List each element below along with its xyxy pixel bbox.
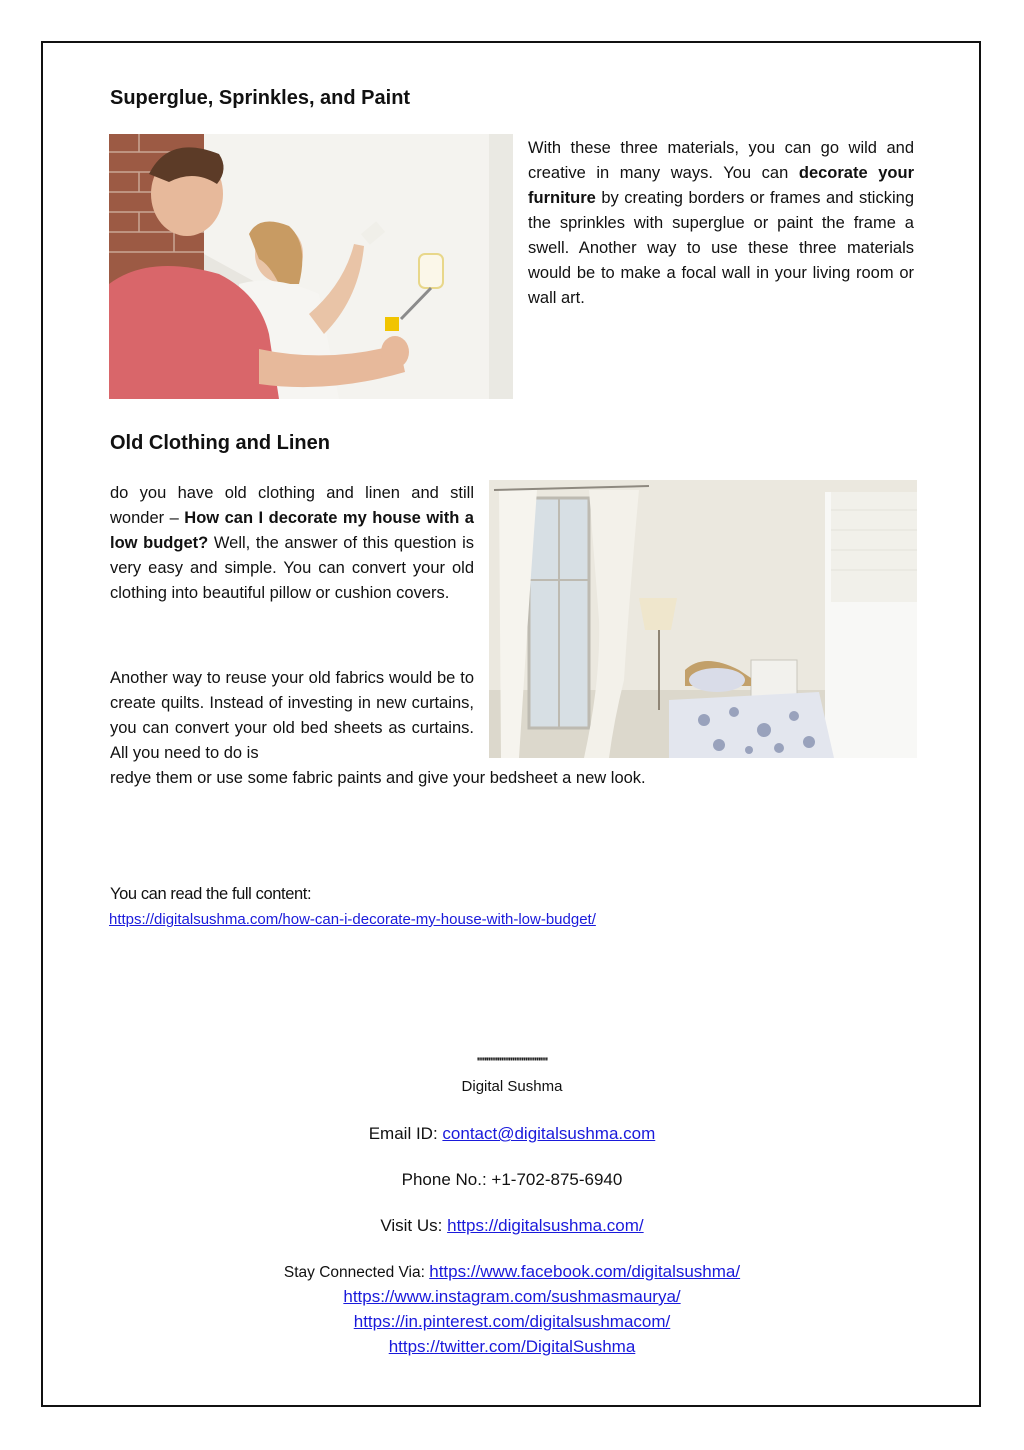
section-heading-old-clothing: Old Clothing and Linen [110, 432, 330, 454]
instagram-link[interactable]: https://www.instagram.com/sushmasmaurya/ [343, 1287, 681, 1306]
section-heading-superglue: Superglue, Sprinkles, and Paint [110, 87, 411, 109]
paragraph-text: do you have old clothing and linen and still wonder – [110, 484, 474, 527]
couple-painting-wall-photo [109, 134, 513, 399]
superglue-paragraph [528, 136, 914, 311]
paragraph-text: by creating borders or frames and sticking the sprinkles with superglue or paint the frame a swell. Another way to use these three materials would be to make a focal wall in your living room or wall art. [528, 189, 914, 307]
stay-connected-label: Stay Connected Via: [283, 1264, 430, 1281]
paragraph-text: Well, the answer of this question is very easy and simple. You can convert your old clothing into beautiful pillow or cushion covers. [110, 534, 474, 602]
footer-visit [0, 1216, 1024, 1236]
paragraph-text: With these three materials, you can go wild and creative in many ways. You can [528, 139, 914, 182]
old-clothing-paragraph-2-end: redye them or use some fabric paints and give your bedsheet a new look. [110, 769, 646, 787]
footer-twitter-line [0, 1337, 1024, 1357]
read-more-label: You can read the full content: [110, 885, 312, 903]
pinterest-link[interactable]: https://in.pinterest.com/digitalsushmacom/ [353, 1312, 671, 1331]
footer-pinterest-line [0, 1312, 1024, 1332]
visit-label: Visit Us: [380, 1216, 448, 1235]
decorative-dots: '''''''''''''''''''''''''''''''''''''' [476, 1055, 548, 1069]
twitter-link[interactable]: https://twitter.com/DigitalSushma [388, 1337, 636, 1356]
footer-email [0, 1124, 1024, 1144]
old-clothing-paragraph-1 [110, 481, 474, 606]
full-content-link[interactable]: https://digitalsushma.com/how-can-i-decorate-my-house-with-low-budget/ [109, 911, 596, 928]
old-clothing-paragraph-2: Another way to reuse your old fabrics would be to create quilts. Instead of investing in new curtains, you can convert your old bed sheets as curtains. All you need to do is [110, 669, 474, 762]
footer-stay-connected [0, 1262, 1024, 1282]
email-link[interactable]: contact@digitalsushma.com [442, 1124, 656, 1143]
bedroom-with-curtains-photo [489, 480, 917, 758]
footer-instagram-line [0, 1287, 1024, 1307]
facebook-link[interactable]: https://www.facebook.com/digitalsushma/ [429, 1262, 741, 1281]
paragraph-bold-text: decorate your furniture [528, 164, 914, 207]
footer-phone: Phone No.: +1-702-875-6940 [401, 1170, 623, 1189]
footer-brand: Digital Sushma [461, 1078, 563, 1095]
paragraph-bold-text: How can I decorate my house with a low budget? [110, 509, 474, 552]
email-label: Email ID: [368, 1124, 443, 1143]
website-link[interactable]: https://digitalsushma.com/ [447, 1216, 644, 1235]
